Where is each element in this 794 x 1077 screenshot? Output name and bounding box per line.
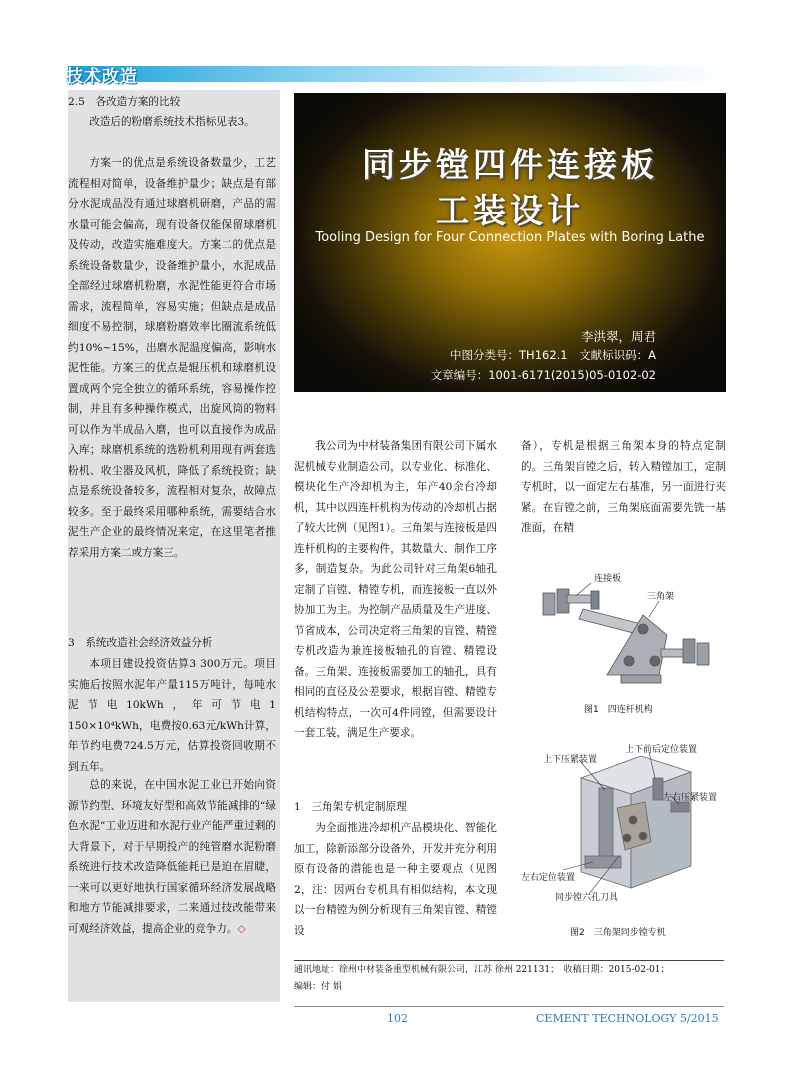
article-banner: [294, 93, 726, 392]
left-paragraph-1: 改造后的粉磨系统技术指标见表3。: [89, 116, 255, 128]
left-paragraph-4-text: 总的来说，在中国水泥工业已开始向资源节约型、环境友好型和高效节能减排的“绿色水泥”工业迈进和水泥行业产能严重过剩的大背景下，对于早期投产的纯管磨水泥粉磨系统进行技术改造降低能耗已是迫在眉睫，一来可以更好地执行国家循环经济发展战略和地方节能减排要求，二来通过技改能带来可观经济效益，提高企业的竞争力。: [68, 779, 276, 935]
figure-2-caption: 图2 三角架同步镗专机: [570, 928, 666, 938]
right-paragraph-1: 备），专机是根据三角架本身的特点定制的。三角架盲镗之后，转入精镗加工，定制专机时，以一面定左右基准，另一面进行夹紧。在盲镗之前，三角架底面需要先铣一基准面，在精: [521, 440, 726, 534]
label-triangle-frame: 三角架: [647, 592, 675, 602]
heading-2-5: 2.5 各改造方案的比较: [68, 96, 181, 108]
left-paragraph-4: [68, 775, 276, 939]
banner-title-english: Tooling Design for Four Connection Plates with Boring Lathe: [315, 230, 705, 245]
heading-1: 1 三角架专机定制原理: [294, 801, 407, 813]
label-connection-plate: 连接板: [594, 574, 622, 584]
banner-authors: 李洪翠，周君: [580, 329, 656, 344]
banner-title-line-2: 工装设计: [436, 191, 584, 230]
footnote-address: 通讯地址：徐州中材装备重型机械有限公司，江苏 徐州 221131； 收稿日期：2015-02-01；: [294, 965, 670, 975]
footnote-editor: 编辑：付 娟: [294, 982, 342, 992]
middle-paragraph-1: 我公司为中材装备集团有限公司下属水泥机械专业制造公司，以专业化、标准化、模块化生产冷却机为主，年产40余台冷却机，其中以四连杆机构为传动的冷却机占据了较大比例（见图1）。三角架与连接板是四连杆机构的主要构件，其数量大、制作工序多，制造复杂。为此公司针对三角架6轴孔定制了盲镗、精镗专机，而连接板一直以外协加工为主。为控制产品质量及生产进度、节省成本，公司决定将三角架的盲镗、精镗专机改造为兼连接板轴孔的盲镗、精镗设备。三角架、连接板需要加工的轴孔，具有相同的直径及公差要求，根据盲镗、精镗专机结构特点，一次可4件同镗，但需要设计一套工装，满足生产要求。: [294, 440, 497, 739]
left-paragraph-3: 本项目建设投资估算3 300万元。项目实施后按照水泥年产量115万吨计，每吨水泥节电10kWh，年可节电1 150×10⁴kWh，电费按0.63元/kWh计算，年节约电费724.5万元，估算投资回收期不到五年。: [68, 658, 276, 773]
journal-name: CEMENT TECHNOLOGY 5/2015: [536, 1012, 719, 1025]
label-six-hole-boring-tool: 同步镗六孔刀具: [555, 893, 619, 903]
figure-2: [521, 738, 726, 913]
label-updown-clamp: 上下压紧装置: [543, 755, 598, 765]
footnote-rule: [294, 960, 724, 961]
footer-rule: [294, 1006, 724, 1007]
middle-paragraph-2: 为全面推进冷却机产品模块化、智能化加工，除新添部分设备外，开发并充分利用原有设备的潜能也是一种主要观点（见图2，注：因两台专机具有相似结构，本文现以一台精镗为例分析现有三角架盲镗、精镗设: [294, 822, 497, 937]
label-left-right-clamp: 左右压紧装置: [663, 793, 718, 803]
left-paragraph-2: 方案一的优点是系统设备数量少，工艺流程相对简单，设备维护量少；缺点是有部分水泥成品没有通过球磨机研磨，产品的需水量可能会偏高，现有设备仅能保留球磨机及传动，改造实施难度大。方案二的优点是系统设备数量少，设备维护量小，水泥成品全部经过球磨机粉磨，水泥性能更符合市场需求，流程简单，容易实施；但缺点是成品细度不易控制，球磨粉磨效率比圈流系统低约10%~15%，出磨水泥温度偏高，影响水泥性能。方案三的优点是辊压机和球磨机设置成两个完全独立的循环系统，容易操作控制，并且有多种操作模式，出旋风筒的物料可以作为半成品入磨，也可以直接作为成品入库；球磨机系统的选粉机利用现有两套选粉机、收尘器及风机，降低了系统投资；缺点是系统设备较多，流程相对复杂，故障点较多。至于最终采用哪种系统，需要结合水泥生产企业的最终情况来定，在这里笔者推荐采用方案二或方案三。: [68, 157, 276, 559]
figure-1-caption: 图1 四连杆机构: [584, 705, 653, 715]
section-title: 技术改造: [66, 67, 138, 87]
footnote: [294, 962, 724, 996]
four-bar-mechanism-image: [521, 565, 726, 705]
label-updown-front-back-positioning: 上下前后定位装置: [625, 745, 698, 755]
banner-clc-code: 中图分类号：TH162.1 文献标识码：A: [450, 348, 656, 362]
page-number: 102: [387, 1012, 408, 1025]
end-mark-icon: ◇: [237, 922, 246, 935]
banner-article-number: 文章编号：1001-6171(2015)05-0102-02: [430, 368, 656, 382]
label-left-right-positioning: 左右定位装置: [521, 873, 576, 883]
banner-title-line-1: 同步镗四件连接板: [362, 145, 658, 184]
header-band: [68, 66, 728, 82]
heading-3: 3 系统改造社会经济效益分析: [68, 637, 213, 649]
figure-1: [521, 565, 726, 705]
